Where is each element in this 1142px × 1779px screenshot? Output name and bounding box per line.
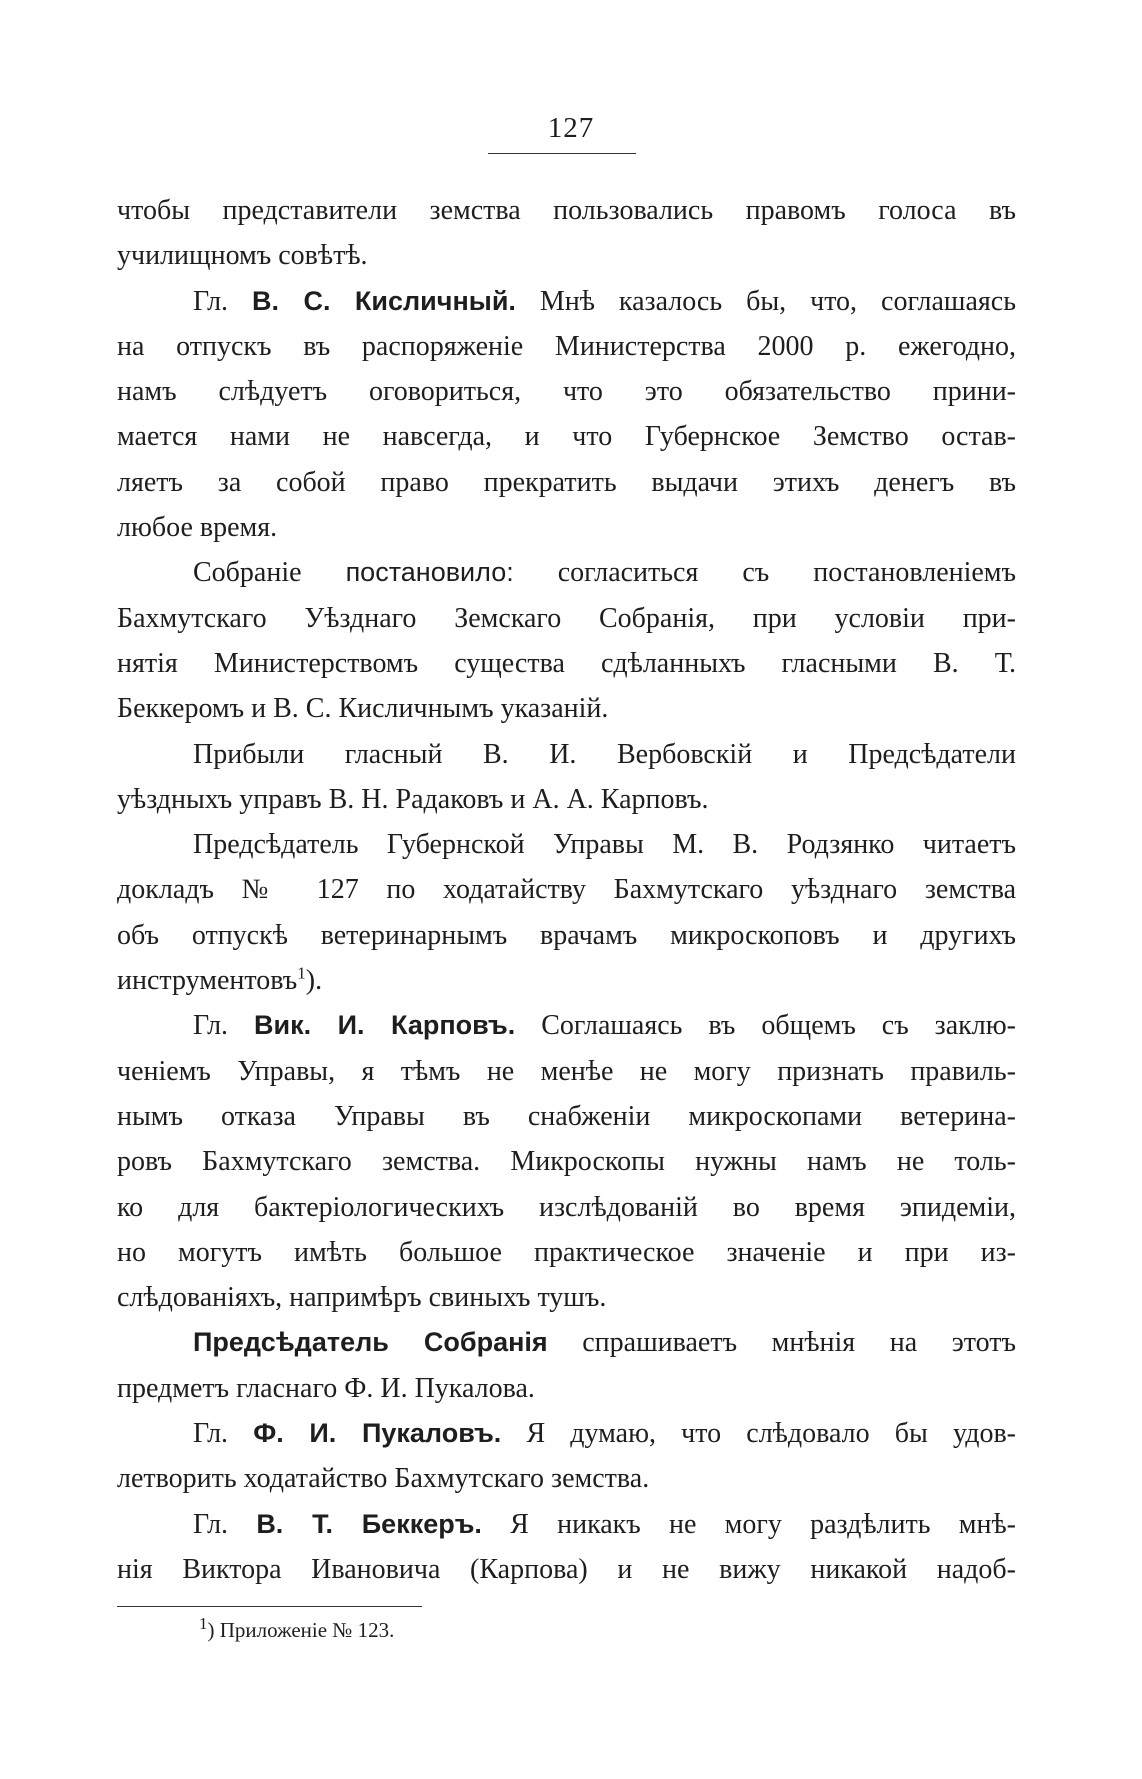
line-prefix: Гл. [193,1010,255,1042]
text-line: нія Виктора Ивановича (Карпова) и не вижу никакой надоб- [117,1553,1016,1585]
text-line: но могутъ имѣть большое практическое значеніе и при из- [117,1236,1016,1268]
text-line: уѣздныхъ управъ В. Н. Радаковъ и А. А. Карповъ. [117,783,709,815]
speaker-name: Вик. И. Карповъ. [254,1010,516,1041]
speaker-name: В. Т. Беккеръ. [256,1508,482,1539]
text-line: ко для бактеріологическихъ изслѣдованій во время эпидеміи, [117,1191,1016,1223]
text-line: ровъ Бахмутскаго земства. Микроскопы нужны намъ не толь- [117,1146,1016,1178]
line-text: Я никакъ не могу раздѣлить мнѣ- [481,1508,1016,1540]
resolution-line [117,550,1016,595]
speech-line [117,1502,1016,1547]
line-tail: ). [305,965,323,997]
text-line: нятія Министерствомъ существа сдѣланныхъ гласными В. Т. [117,647,1016,679]
speech-line [117,1320,1016,1365]
line-prefix: Собраніе [193,557,346,589]
speech-line [117,279,1016,324]
body-text [117,188,1016,1592]
speaker-name: Предсѣдатель Собранія [193,1327,548,1358]
speaker-name: В. С. Кисличный. [252,285,516,316]
footnote-text: ) Приложеніе № 123. [207,1618,395,1642]
text-line [117,958,1016,1003]
speaker-name: Ф. И. Пукаловъ. [253,1418,502,1449]
text-line: ченіемъ Управы, я тѣмъ не менѣе не могу признать правиль- [117,1055,1016,1087]
line-prefix: Гл. [193,1418,254,1450]
text-line: докладъ № 127 по ходатайству Бахмутскаго уѣзднаго земства [117,874,1016,906]
speech-line [117,1411,1016,1456]
footnote-reference: 1 [297,963,306,983]
text-line: Предсѣдатель Губернской Управы М. В. Родзянко читаетъ [193,829,1016,861]
text-line: Бахмутскаго Уѣзднаго Земскаго Собранія, при условіи при- [117,602,1016,634]
footnote [199,1614,395,1643]
text-line: Беккеромъ и В. С. Кисличнымъ указаній. [117,693,609,725]
text-line: слѣдованіяхъ, напримѣръ свиныхъ тушъ. [117,1282,607,1314]
text-line: на отпускъ въ распоряженіе Министерства 2000 р. ежегодно, [117,330,1016,362]
footnote-mark: 1 [199,1614,208,1633]
text-line: чтобы представители земства пользовались правомъ голоса въ [117,195,1016,226]
line-text: инструментовъ [117,965,298,997]
text-line: Прибыли гласный В. И. Вербовскій и Предсѣдатели [193,738,1016,770]
header-rule [488,153,636,154]
footnote-rule [117,1606,422,1607]
text-line: ляетъ за собой право прекратить выдачи этихъ денегъ въ [117,466,1016,498]
page-number: 127 [547,112,595,144]
text-line: любое время. [117,512,278,544]
line-text: спрашиваетъ мнѣнія на этотъ [547,1327,1016,1359]
line-prefix: Гл. [193,1508,257,1540]
text-line: мается нами не навсегда, и что Губернское Земство остав- [117,421,1016,453]
line-text: Я думаю, что слѣдовало бы удов- [501,1418,1016,1450]
text-line: объ отпускѣ ветеринарнымъ врачамъ микроскоповъ и другихъ [117,919,1016,951]
speech-line [117,1003,1016,1048]
line-prefix: Гл. [193,285,253,317]
text-line: намъ слѣдуетъ оговориться, что это обязательство прини- [117,376,1016,408]
line-text: согласиться съ постановленіемъ [513,557,1016,589]
text-line: нымъ отказа Управы въ снабженіи микроскопами ветерина- [117,1100,1016,1132]
text-line: предметъ гласнаго Ф. И. Пукалова. [117,1372,535,1404]
text-line: училищномъ совѣтѣ. [117,240,368,272]
resolution-word: постановило: [345,557,514,588]
text-line: летворить ходатайство Бахмутскаго земства. [117,1463,650,1495]
line-text: Мнѣ казалось бы, что, соглашаясь [515,285,1016,317]
line-text: Соглашаясь въ общемъ съ заклю- [515,1010,1016,1042]
